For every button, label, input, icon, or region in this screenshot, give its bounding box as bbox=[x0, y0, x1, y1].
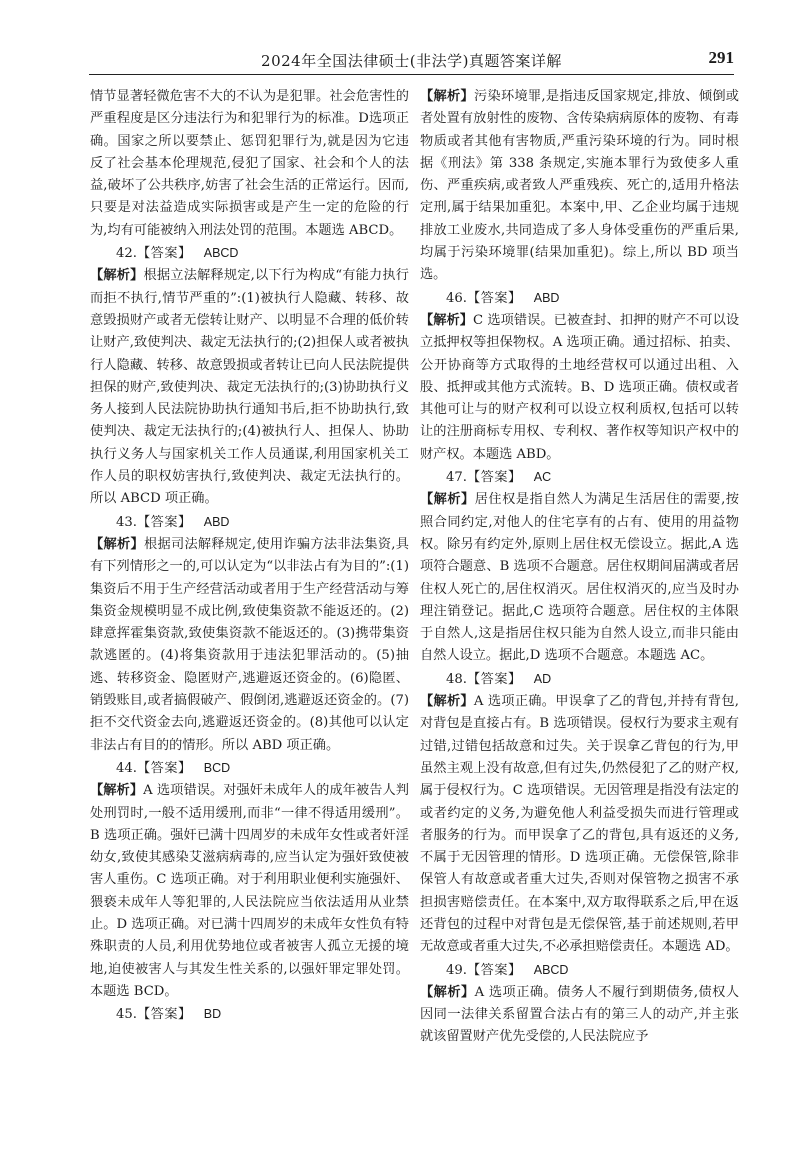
answer-line-46 bbox=[420, 287, 739, 310]
analysis-43 bbox=[90, 534, 409, 757]
question-number: 45. bbox=[116, 1007, 137, 1023]
answer-choice: BCD bbox=[203, 760, 231, 775]
analysis-label: 【解析】 bbox=[90, 536, 144, 552]
question-number: 47. bbox=[446, 470, 467, 486]
answer-line-42 bbox=[90, 242, 409, 265]
question-number: 44. bbox=[116, 760, 137, 776]
analysis-text: C 选项错误。已被查封、扣押的财产不可以设立抵押权等担保物权。A 选项正确。通过招标、拍卖、公开协商等方式取得的土地经营权可以通过出租、入股、抵押或其他方式流转。B、D 选项正确。债权或者其他可让与的财产权利可以设立权利质权,包括可以转让的注册商标专用权、专利权、著作权等知识产权中的财产权。本题选 ABD。 bbox=[420, 312, 740, 462]
answer-choice: AC bbox=[533, 470, 552, 485]
analysis-label: 【解析】 bbox=[420, 492, 475, 508]
question-number: 48. bbox=[446, 671, 467, 687]
question-number: 42. bbox=[116, 246, 137, 262]
answer-label: 【答案】 bbox=[466, 470, 522, 486]
analysis-text: 根据立法解释规定,以下行为构成“有能力执行而拒不执行,情节严重的”:(1)被执行人隐藏、转移、故意毁损财产或者无偿转让财产、以明显不合理的低价转让财产,致使判决、裁定无法执行的;(2)担保人或者被执行人隐藏、转移、故意毁损或者转让已向人民法院提供担保的财产,致使判决、裁定无法执行的;(3)协助执行义务人接到人民法院协助执行通知书后,拒不协助执行,致使判决、裁定无法执行的;(4)被执行人、担保人、协助执行义务人与国家机关工作人员通谋,利用国家机关工作人员的职权妨害执行,致使判决、裁定无法执行的。所以 ABCD 项正确。 bbox=[90, 268, 409, 507]
answer-line-44 bbox=[90, 757, 409, 780]
analysis-44 bbox=[90, 780, 409, 1003]
analysis-45 bbox=[420, 86, 739, 287]
analysis-text: 污染环境罪,是指违反国家规定,排放、倾倒或者处置有放射性的废物、含传染病病原体的废物、有毒物质或者其他有害物质,严重污染环境的行为。同时根据《刑法》第 338 条规定,实施本罪行为致使多人重伤、严重疾病,或者致人严重残疾、死亡的,适用升格法定刑,属于结果加重犯。本案中,甲、乙企业均属于违规排放工业废水,共同造成了多人身体受重伤的严重后果,均属于污染环境罪(结果加重犯)。综上,所以 BD 项当选。 bbox=[420, 89, 739, 283]
answer-line-48 bbox=[420, 668, 739, 691]
answer-line-49 bbox=[420, 959, 739, 982]
answer-label: 【答案】 bbox=[136, 246, 192, 262]
analysis-label: 【解析】 bbox=[90, 268, 144, 284]
answer-line-43 bbox=[90, 511, 409, 534]
analysis-text: A 选项正确。债务人不履行到期债务,债权人因同一法律关系留置合法占有的第三人的动产,并主张就该留置财产优先受偿的,人民法院应予 bbox=[420, 984, 740, 1045]
question-number: 46. bbox=[446, 290, 467, 306]
answer-label: 【答案】 bbox=[466, 962, 522, 978]
answer-label: 【答案】 bbox=[136, 1007, 192, 1023]
answer-label: 【答案】 bbox=[136, 760, 192, 776]
paragraph-continued: 情节显著轻微危害不大的不认为是犯罪。社会危害性的严重程度是区分违法行为和犯罪行为的标准。D选项正确。国家之所以要禁止、惩罚犯罪行为,就是因为它违反了社会基本伦理规范,侵犯了国家、社会和个人的法益,破坏了公共秩序,妨害了社会生活的正常运行。因而,只要是对法益造成实际损害或是产生一定的危险的行为,均有可能被纳入刑法处罚的范围。本题选 ABCD。 bbox=[90, 89, 409, 238]
analysis-42 bbox=[90, 265, 409, 510]
analysis-49 bbox=[420, 982, 739, 1049]
answer-choice: ABD bbox=[203, 514, 230, 529]
answer-choice: ABCD bbox=[203, 246, 239, 261]
question-number: 49. bbox=[446, 962, 467, 978]
answer-choice: ABD bbox=[533, 290, 560, 305]
answer-line-47 bbox=[420, 466, 739, 489]
answer-label: 【答案】 bbox=[466, 671, 522, 687]
question-number: 43. bbox=[116, 514, 137, 530]
answer-choice: AD bbox=[533, 671, 552, 686]
analysis-text: A 选项错误。对强奸未成年人的成年被告人判处刑罚时,一般不适用缓刑,而非“一律不得适用缓刑”。B 选项正确。强奸已满十四周岁的未成年女性或者奸淫幼女,致使其感染艾滋病病毒的,应当认定为强奸致使被害人重伤。C 选项正确。对于利用职业便利实施强奸、猥亵未成年人等犯罪的,人民法院应当依法适用从业禁止。D 选项正确。对已满十四周岁的未成年女性负有特殊职责的人员,利用优势地位或者被害人孤立无援的境地,迫使被害人与其发生性关系的,以强奸罪定罪处罚。本题选 BCD。 bbox=[90, 783, 409, 999]
analysis-text: A 选项正确。甲误拿了乙的背包,并持有背包,对背包是直接占有。B 选项错误。侵权行为要求主观有过错,过错包括故意和过失。关于误拿乙背包的行为,甲虽然主观上没有故意,但有过失,仍然侵犯了乙的财产权,属于侵权行为。C 选项错误。无因管理是指没有法定的或者约定的义务,为避免他人利益受损失而进行管理或者服务的行为。而甲误拿了乙的背包,具有返还的义务,不属于无因管理的情形。D 选项正确。无偿保管,除非保管人有故意或者重大过失,否则对保管物之损害不承担损害赔偿责任。在本案中,双方取得联系之后,甲在返还背包的过程中对背包是无偿保管,基于前述规则,若甲无故意或者重大过失,不必承担赔偿责任。本题选 AD。 bbox=[420, 694, 740, 955]
analysis-label: 【解析】 bbox=[420, 694, 474, 710]
right-column bbox=[420, 86, 739, 1049]
analysis-text: 根据司法解释规定,使用诈骗方法非法集资,具有下列情形之一的,可以认定为“以非法占有为目的”:(1)集资后不用于生产经营活动或者用于生产经营活动与筹集资金规模明显不成比例,致使集资款不能返还的。(2)肆意挥霍集资款,致使集资款不能返还的。(3)携带集资款逃匿的。(4)将集资款用于违法犯罪活动的。(5)抽逃、转移资金、隐匿财产,逃避返还资金的。(6)隐匿、销毁账目,或者搞假破产、假倒闭,逃避返还资金的。(7)拒不交代资金去向,逃避返还资金的。(8)其他可以认定非法占有目的的情形。所以 ABD 项正确。 bbox=[90, 536, 409, 753]
answer-label: 【答案】 bbox=[466, 290, 522, 306]
header-title: 2024年全国法律硕士(非法学)真题答案详解 bbox=[261, 52, 562, 70]
analysis-text: 居住权是指自然人为满足生活居住的需要,按照合同约定,对他人的住宅享有的占有、使用的用益物权。除另有约定外,原则上居住权无偿设立。据此,A 选项符合题意、B 选项不合题意。居住权期间届满或者居住权人死亡的,居住权消灭。居住权消灭的,应当及时办理注销登记。据此,C 选项符合题意。居住权的主体限于自然人,这是指居住权只能为自然人设立,而非只能由自然人设立。据此,D 选项不合题意。本题选 AC。 bbox=[420, 492, 739, 664]
answer-label: 【答案】 bbox=[136, 514, 192, 530]
answer-choice: ABCD bbox=[533, 962, 569, 977]
analysis-label: 【解析】 bbox=[420, 89, 474, 104]
analysis-47 bbox=[420, 489, 739, 667]
page-number: 291 bbox=[708, 48, 734, 67]
answer-choice: BD bbox=[203, 1007, 222, 1022]
analysis-48 bbox=[420, 691, 739, 959]
page-header bbox=[89, 48, 734, 75]
analysis-label: 【解析】 bbox=[90, 783, 144, 799]
analysis-label: 【解析】 bbox=[420, 984, 475, 1000]
answer-line-45 bbox=[90, 1003, 409, 1026]
analysis-label: 【解析】 bbox=[420, 312, 473, 328]
analysis-46 bbox=[420, 310, 739, 466]
left-column bbox=[90, 86, 409, 1026]
